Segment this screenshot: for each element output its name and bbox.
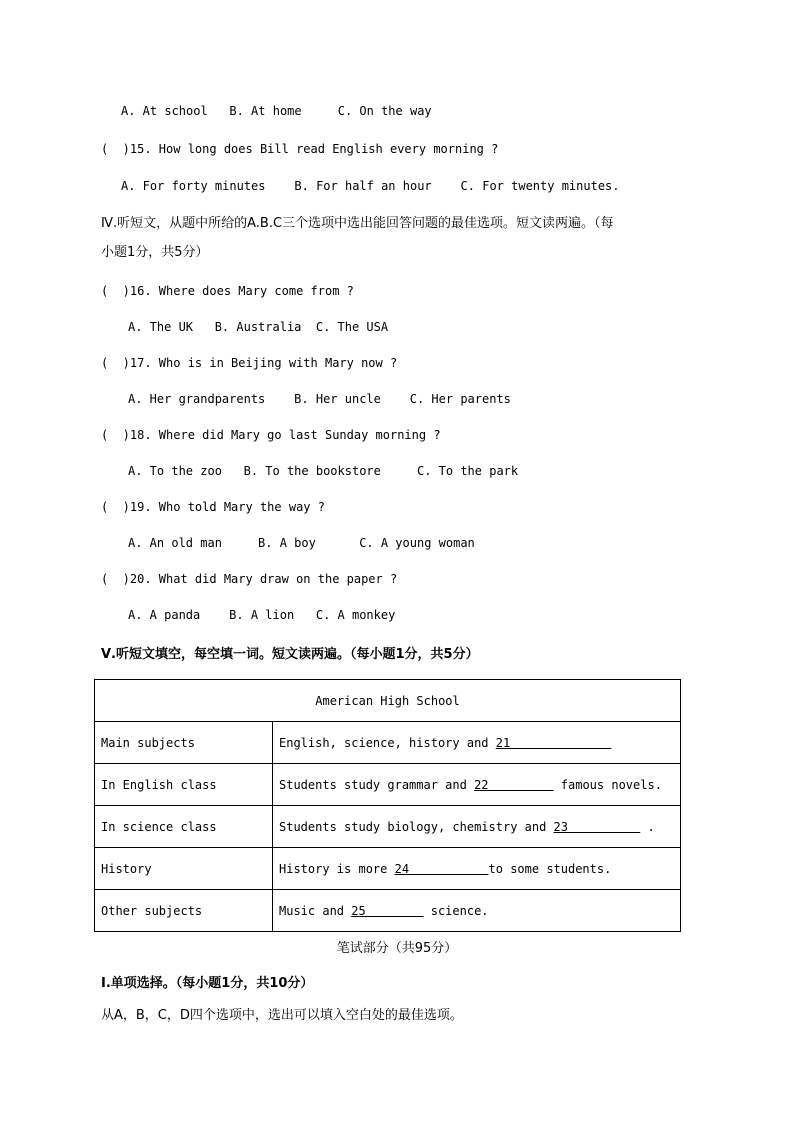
fill-in-table xyxy=(94,679,681,932)
row-label: Other subjects xyxy=(95,890,273,932)
row-pre-text: Students study biology, chemistry and xyxy=(279,819,554,834)
q17-question: ( )17. Who is in Beijing with Mary now ? xyxy=(101,356,398,370)
row-content xyxy=(273,764,681,806)
answer-blank-24: 24 xyxy=(394,861,489,876)
written-part-heading: 笔试部分（共95分） xyxy=(336,941,458,956)
row-post-text: science. xyxy=(423,903,489,918)
q16-options: A. The UK B. Australia C. The USA xyxy=(128,320,389,334)
answer-blank-21: 21 xyxy=(495,735,612,750)
table-row xyxy=(95,722,681,764)
q15-options: A. For forty minutes B. For half an hour C. For twenty minutes. xyxy=(121,179,620,193)
answer-blank-25: 25 xyxy=(351,903,424,918)
q19-question: ( )19. Who told Mary the way ? xyxy=(101,500,325,514)
section4-heading-line1: Ⅳ.听短文，从题中所给的A.B.C三个选项中选出能回答问题的最佳选项。短文读两遍。（每 xyxy=(101,216,614,231)
table-row xyxy=(95,806,681,848)
row-content xyxy=(273,722,681,764)
row-label: Main subjects xyxy=(95,722,273,764)
row-pre-text: History is more xyxy=(279,861,395,876)
table-title-row xyxy=(95,680,681,722)
row-label: History xyxy=(95,848,273,890)
q14-options: A. At school B. At home C. On the way xyxy=(121,104,432,118)
row-label: In science class xyxy=(95,806,273,848)
table-row xyxy=(95,848,681,890)
row-content xyxy=(273,848,681,890)
q20-options: A. A panda B. A lion C. A monkey xyxy=(128,608,396,622)
q18-options: A. To the zoo B. To the bookstore C. To the park xyxy=(128,464,519,478)
table-row xyxy=(95,890,681,932)
row-pre-text: Students study grammar and xyxy=(279,777,475,792)
q20-question: ( )20. What did Mary draw on the paper ? xyxy=(101,572,398,586)
q19-options: A. An old man B. A boy C. A young woman xyxy=(128,536,475,550)
section4-heading-line2: 小题1分，共5分） xyxy=(101,245,209,260)
q18-question: ( )18. Where did Mary go last Sunday morning ? xyxy=(101,428,441,442)
answer-blank-23: 23 xyxy=(553,819,641,834)
row-content xyxy=(273,890,681,932)
row-label: In English class xyxy=(95,764,273,806)
row-content xyxy=(273,806,681,848)
row-pre-text: English, science, history and xyxy=(279,735,496,750)
q15-question: ( )15. How long does Bill read English every morning ? xyxy=(101,142,499,156)
q17-options: A. Her grandparents B. Her uncle C. Her parents xyxy=(128,392,511,406)
answer-blank-22: 22 xyxy=(474,777,554,792)
table-row xyxy=(95,764,681,806)
section1-heading: Ⅰ.单项选择。（每小题1分，共10分） xyxy=(101,976,314,991)
q16-question: ( )16. Where does Mary come from ? xyxy=(101,284,354,298)
row-post-text: . xyxy=(640,819,655,834)
row-pre-text: Music and xyxy=(279,903,352,918)
table-title: American High School xyxy=(95,680,681,722)
section5-heading: Ⅴ.听短文填空，每空填一词。短文读两遍。（每小题1分，共5分） xyxy=(101,647,479,662)
row-post-text: famous novels. xyxy=(553,777,662,792)
section1-instruction: 从A，B，C，D四个选项中，选出可以填入空白处的最佳选项。 xyxy=(101,1008,463,1023)
row-post-text: to some students. xyxy=(488,861,612,876)
